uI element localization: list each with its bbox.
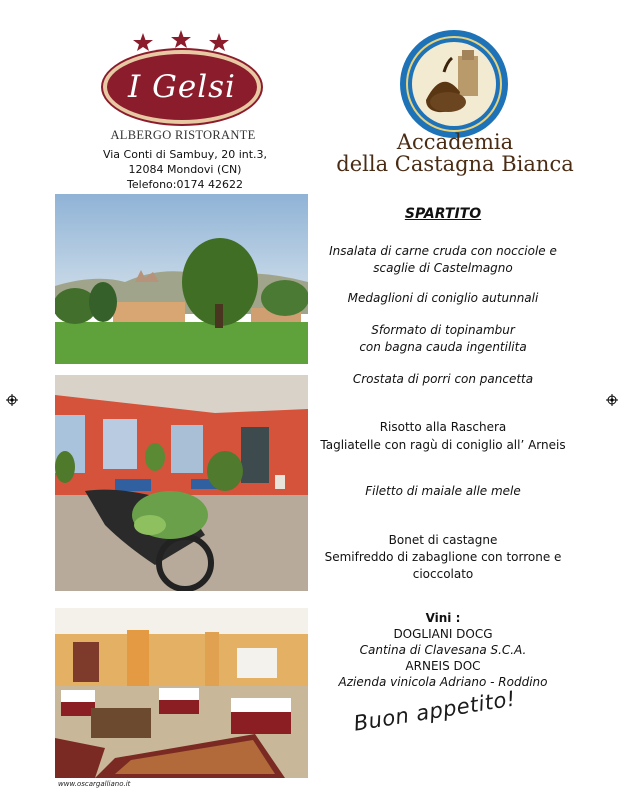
course-5 bbox=[306, 418, 580, 454]
course-1-line2: scaglie di Castelmagno bbox=[373, 261, 513, 275]
hotel-address bbox=[98, 147, 272, 192]
closing-greeting: Buon appetito! bbox=[352, 686, 518, 736]
hotel-logo bbox=[103, 50, 261, 124]
wines-block bbox=[312, 610, 574, 690]
course-2-line1: Medaglioni di coniglio autunnali bbox=[347, 291, 539, 305]
phone: Telefono:0174 42622 bbox=[127, 178, 243, 191]
course-7 bbox=[312, 532, 574, 583]
course-7-line3: cioccolato bbox=[412, 567, 474, 581]
course-6-line1: Filetto di maiale alle mele bbox=[365, 484, 521, 498]
course-4 bbox=[312, 372, 574, 386]
address-line-2: 12084 Mondovi (CN) bbox=[128, 163, 242, 176]
accademia-title-line2: della Castagna Bianca bbox=[336, 152, 574, 176]
address-line-1: Via Conti di Sambuy, 20 int.3, bbox=[102, 148, 268, 161]
wines-title: Vini : bbox=[425, 611, 461, 625]
course-3-line1: Sformato di topinambur bbox=[371, 323, 515, 337]
course-6 bbox=[312, 484, 574, 498]
course-5-line1: Risotto alla Raschera bbox=[379, 420, 507, 434]
course-3 bbox=[312, 322, 574, 356]
landscape-photo bbox=[55, 194, 308, 364]
hotel-subtitle: ALBERGO RISTORANTE bbox=[110, 128, 256, 142]
menu-title-block bbox=[312, 206, 574, 222]
accademia-title bbox=[330, 131, 580, 175]
registration-mark-left bbox=[6, 394, 18, 406]
dining-room-photo bbox=[55, 608, 308, 778]
course-7-line2: Semifreddo di zabaglione con torrone e bbox=[324, 550, 562, 564]
course-1 bbox=[312, 243, 574, 277]
course-2 bbox=[312, 291, 574, 305]
terrace-photo bbox=[55, 375, 308, 591]
menu-title: SPARTITO bbox=[404, 206, 482, 222]
course-5-line2: Tagliatelle con ragù di coniglio all’ Arneis bbox=[320, 438, 566, 452]
logo-stars-icon bbox=[128, 30, 238, 52]
course-4-line1: Crostata di porri con pancetta bbox=[352, 372, 534, 386]
accademia-title-line1: Accademia bbox=[396, 130, 514, 154]
producer-1: Cantina di Clavesana S.C.A. bbox=[359, 643, 527, 657]
course-1-line1: Insalata di carne cruda con nocciole e bbox=[329, 244, 557, 258]
course-7-line1: Bonet di castagne bbox=[388, 533, 498, 547]
accademia-logo-icon bbox=[398, 28, 510, 140]
wine-2: ARNEIS DOC bbox=[405, 659, 481, 673]
hotel-logo-text: I Gelsi bbox=[128, 69, 236, 105]
producer-2: Azienda vinicola Adriano - Roddino bbox=[338, 675, 548, 689]
wine-1: DOGLIANI DOCG bbox=[393, 627, 493, 641]
photo-credit: www.oscargalliano.it bbox=[58, 780, 131, 788]
registration-mark-right bbox=[606, 394, 618, 406]
course-3-line2: con bagna cauda ingentilita bbox=[359, 340, 527, 354]
